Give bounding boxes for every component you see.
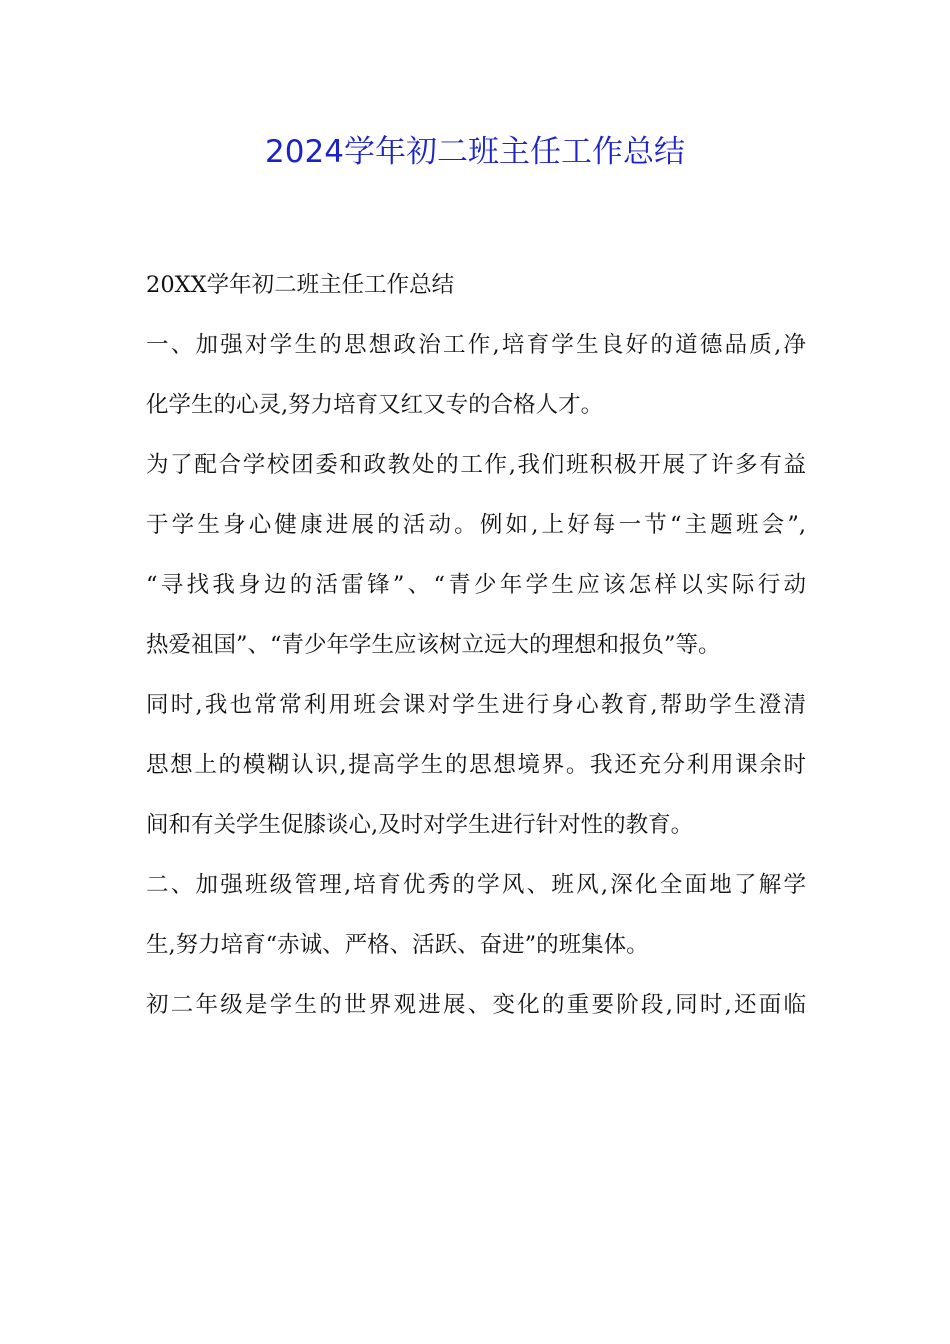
document-body [146, 262, 806, 1042]
paragraph-line: 生,努力培育“赤诚、严格、活跃、奋进”的班集体。 [146, 932, 649, 958]
paragraph-line: 为了配合学校团委和政教处的工作,我们班积极开展了许多有益 [146, 452, 806, 478]
paragraph-line: “寻找我身边的活雷锋”、“青少年学生应该怎样以实际行动 [146, 572, 806, 598]
paragraph-line: 二、加强班级管理,培育优秀的学风、班风,深化全面地了解学 [146, 872, 806, 898]
paragraph-line: 间和有关学生促膝谈心,及时对学生进行针对性的教育。 [146, 812, 694, 838]
paragraph-line: 一、加强对学生的思想政治工作,培育学生良好的道德品质,净 [146, 332, 806, 358]
document-title: 2024学年初二班主任工作总结 [265, 134, 685, 170]
paragraph-line: 化学生的心灵,努力培育又红又专的合格人才。 [146, 392, 604, 418]
paragraph-line: 思想上的模糊认识,提高学生的思想境界。我还充分利用课余时 [146, 752, 806, 778]
paragraph-line: 同时,我也常常利用班会课对学生进行身心教育,帮助学生澄清 [146, 692, 806, 718]
paragraph-line: 初二年级是学生的世界观进展、变化的重要阶段,同时,还面临 [146, 992, 806, 1018]
subtitle-line: 20XX学年初二班主任工作总结 [146, 272, 455, 298]
paragraph-line: 于学生身心健康进展的活动。例如,上好每一节“主题班会”, [146, 512, 806, 538]
paragraph-line: 热爱祖国”、“青少年学生应该树立远大的理想和报负”等。 [146, 632, 721, 658]
